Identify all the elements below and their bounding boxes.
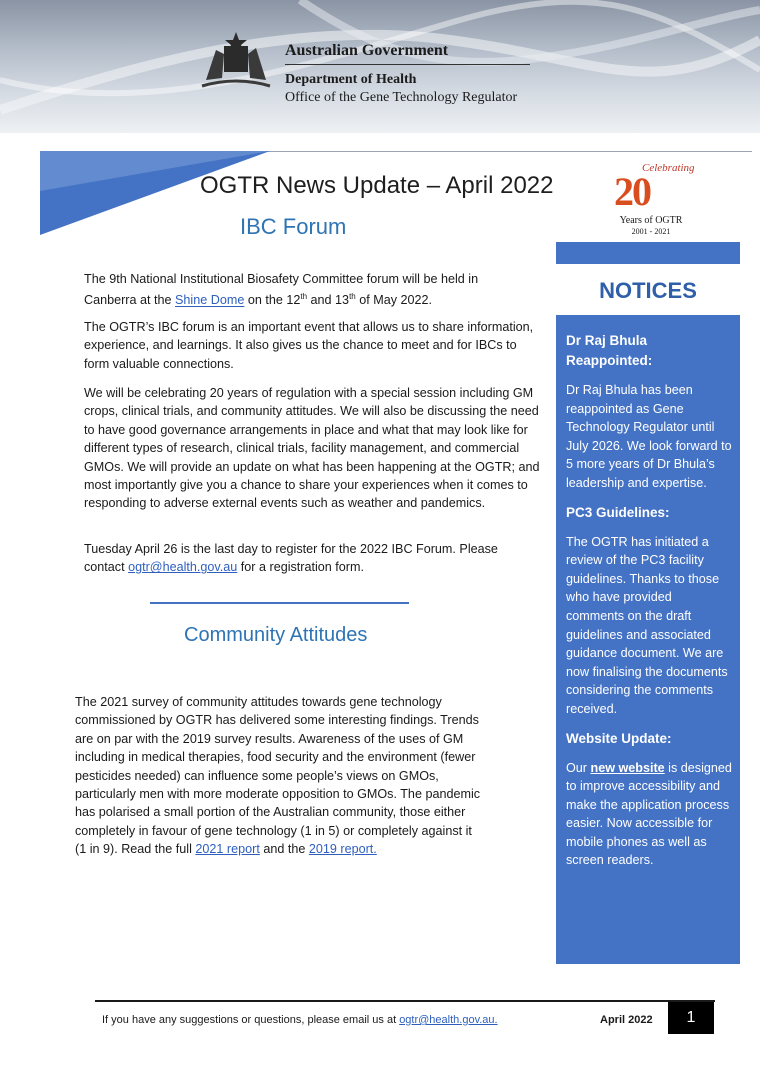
footer-email-link[interactable]: ogtr@health.gov.au.	[399, 1014, 498, 1026]
community-paragraph	[75, 693, 485, 859]
text-span: Tuesday April 26 is the last day to register for the 2022 IBC Forum. Please contact	[84, 542, 498, 575]
department-name: Department of Health	[285, 72, 417, 87]
ogtr-20-years-logo	[612, 160, 695, 240]
report-2021-link[interactable]: 2021 report	[195, 842, 260, 857]
newsletter-title: OGTR News Update – April 2022	[200, 172, 554, 199]
footer-date: April 2022	[600, 1014, 653, 1026]
notice-title-bhula: Dr Raj Bhula Reappointed:	[566, 333, 653, 368]
page-number: 1	[668, 1002, 714, 1034]
footer-contact	[102, 1014, 498, 1026]
logo-dates: 2001 - 2021	[631, 227, 671, 236]
coat-of-arms-icon	[196, 30, 276, 94]
text-span: of May 2022.	[355, 293, 433, 308]
report-2019-link[interactable]: 2019 report.	[308, 842, 377, 857]
office-name: Office of the Gene Technology Regulator	[285, 90, 518, 105]
section-divider	[150, 602, 409, 604]
logo-number: 20	[614, 169, 650, 214]
text-span: on the 12	[244, 293, 301, 308]
footer-rule	[95, 1000, 715, 1002]
ibc-forum-heading: IBC Forum	[240, 214, 347, 239]
text-span: is designed to improve accessibility and make the application process easier. Now accessible for mobile phones as well as screen readers.	[566, 760, 732, 868]
shine-dome-link[interactable]: Shine Dome	[175, 293, 245, 308]
sidebar-top-bar	[556, 242, 740, 264]
logo-years: Years of OGTR	[619, 215, 683, 226]
text-span: and 13	[307, 293, 350, 308]
text-span: If you have any suggestions or questions, please email us at	[102, 1014, 400, 1026]
ibc-paragraph-3: We will be celebrating 20 years of regulation with a special session including GM crops, clinical trials, and community attitudes. We will also be discussing the need to have good governance arrangements in place and what that may look like for different types of research, clinical trials, facility management, and commercial GMOs. We will provide an update on what has been happening at the OGTR; and most importantly give you a chance to share your experiences when it comes to responding to adverse external events such as weather and pandemics.	[84, 386, 540, 511]
ibc-paragraph-1	[84, 270, 534, 310]
gov-name: Australian Government	[285, 42, 449, 59]
notice-title-pc3: PC3 Guidelines:	[566, 504, 670, 520]
ogtr-email-link[interactable]: ogtr@health.gov.au	[128, 560, 238, 575]
ibc-paragraph-2: The OGTR’s IBC forum is an important event that allows us to share information, experience, and learnings. It also gives us the chance to meet and for IBCs to form valuable connections.	[84, 320, 534, 371]
text-span: and the	[259, 842, 309, 857]
text-span: for a registration form.	[237, 560, 364, 575]
government-branding	[285, 42, 530, 107]
text-span: Our	[566, 760, 591, 775]
notice-text-website	[566, 759, 732, 871]
notice-title-website: Website Update:	[566, 730, 672, 746]
community-attitudes-heading: Community Attitudes	[184, 624, 368, 646]
superscript: th	[300, 292, 308, 302]
superscript: th	[349, 292, 356, 302]
gov-divider	[285, 64, 530, 65]
text-span: The 2021 survey of community attitudes towards gene technology commissioned by OGTR has delivered some interesting findings. Trends are on par with the 2019 survey results. Awareness of the uses of GM including in medical therapies, food security and the environment (fewer pesticides needed) can influence some people’s views on GMOs, particularly men with more moderate opposition to GMOs. The pandemic has polarised a small portion of the Australian community, those either completely in favour of gene technology (1 in 5) or completely against it (1 in 9). Read the full	[75, 695, 481, 857]
notices-sidebar	[556, 315, 740, 964]
notice-text-pc3: The OGTR has initiated a review of the PC3 facility guidelines. Thanks to those who have provided comments on the draft guidelines and associated guidance document. We are now finalising the documents considering the comments received.	[566, 534, 728, 716]
ibc-paragraph-4	[84, 540, 534, 577]
logo-celebrating: Celebrating	[642, 162, 695, 174]
notices-heading: NOTICES	[599, 278, 697, 303]
text-span: The 9th National Institutional Biosafety Committee forum will be held in Canberra at the	[84, 272, 479, 308]
new-website-link[interactable]: new website	[590, 760, 665, 775]
notice-text-bhula: Dr Raj Bhula has been reappointed as Gene Technology Regulator until July 2026. We look forward to 5 more years of Dr Bhula’s leadership and expertise.	[566, 383, 732, 490]
